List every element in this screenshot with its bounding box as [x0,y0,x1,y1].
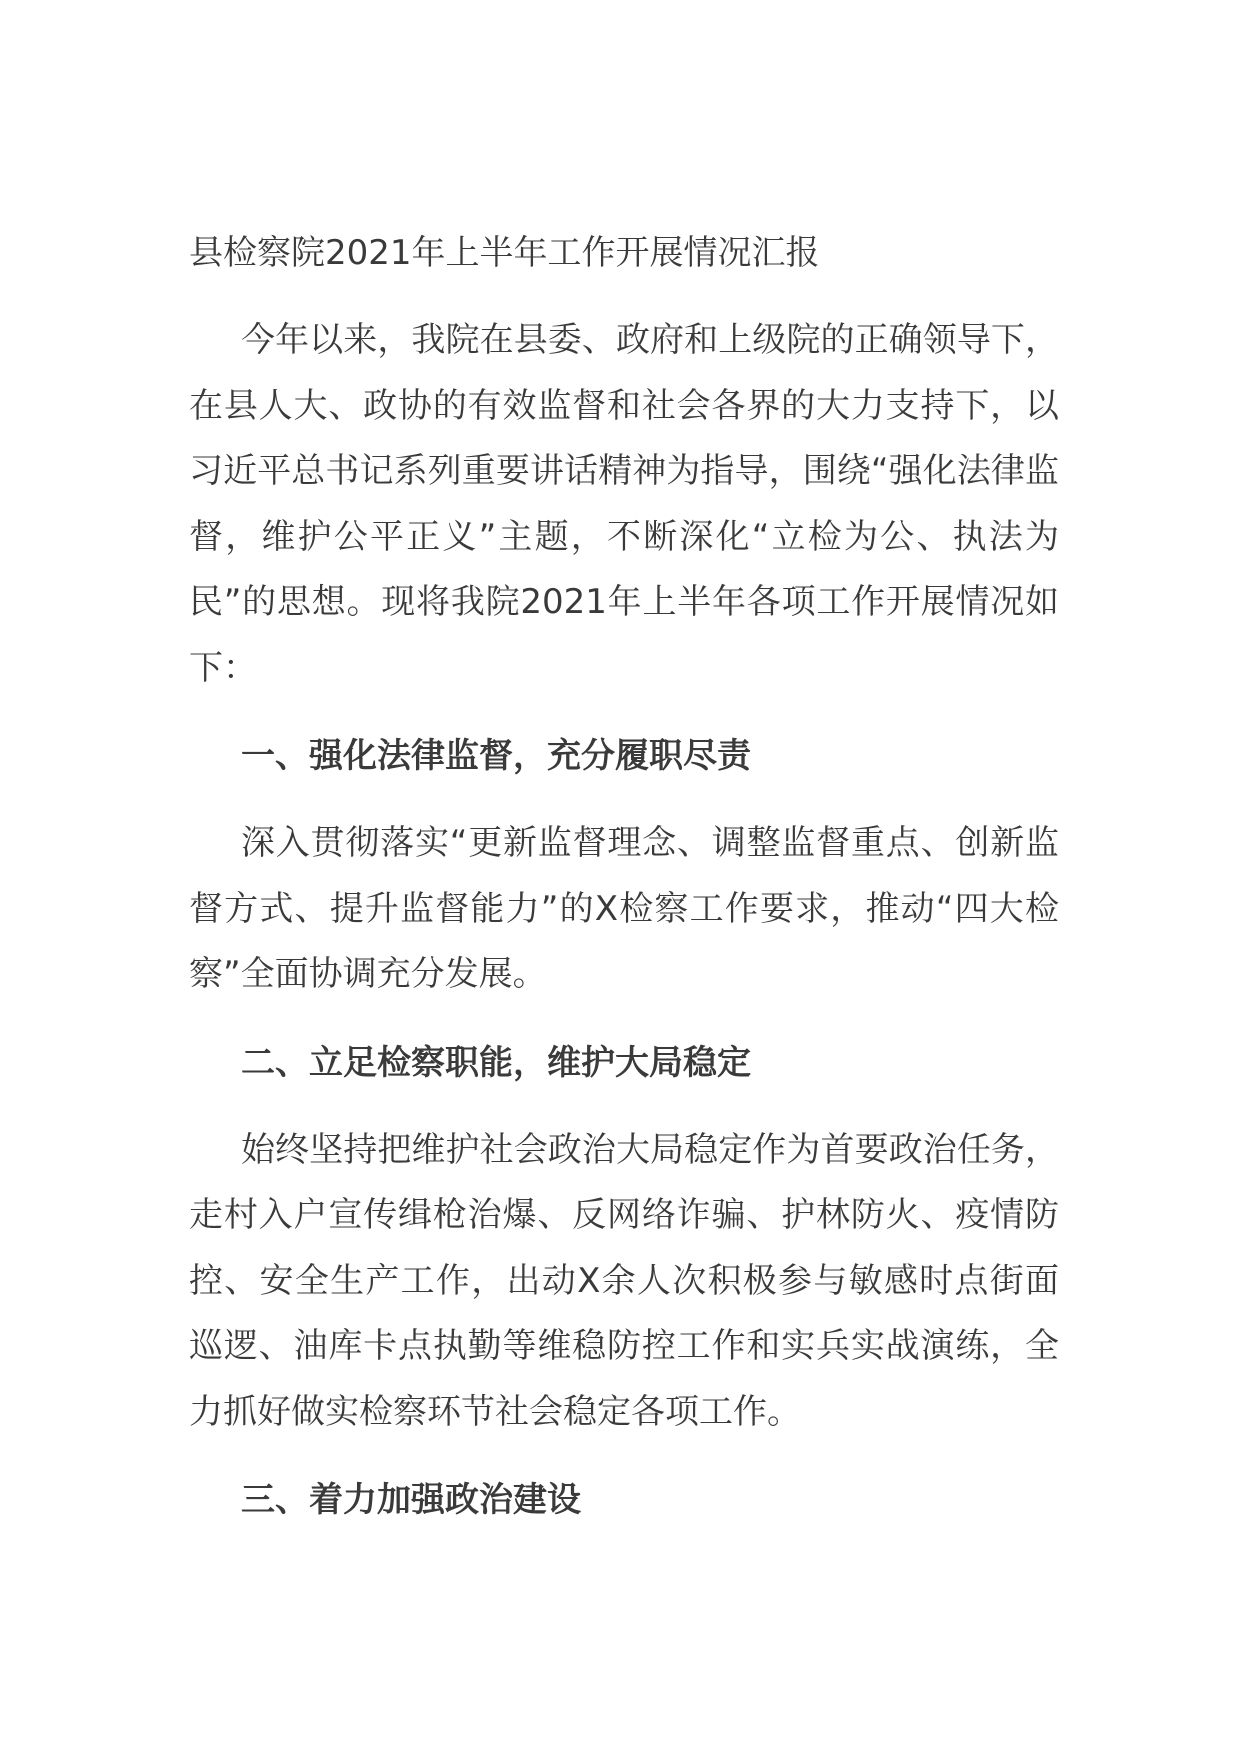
intro-paragraph: 今年以来，我院在县委、政府和上级院的正确领导下，在县人大、政协的有效监督和社会各界的大力支持下，以习近平总书记系列重要讲话精神为指导，围绕“强化法律监督，维护公平正义”主题，不断深化“立检为公、执法为民”的思想。现将我院2021年上半年各项工作开展情况如下： [189,320,1059,688]
section-heading-1: 一、强化法律监督，充分履职尽责 [241,736,751,776]
section-heading-3: 三、着力加强政治建设 [241,1480,581,1520]
section-heading-2: 二、立足检察职能，维护大局稳定 [241,1042,751,1083]
document-title: 县检察院2021年上半年工作开展情况汇报 [189,233,820,273]
section-2-paragraph: 始终坚持把维护社会政治大局稳定作为首要政治任务，走村入户宣传缉枪治爆、反网络诈骗、护林防火、疫情防控、安全生产工作，出动X余人次积极参与敏感时点街面巡逻、油库卡点执勤等维稳防控工作和实兵实战演练，全力抓好做实检察环节社会稳定各项工作。 [189,1129,1059,1432]
document-body [189,220,1059,1555]
section-1-paragraph: 深入贯彻落实“更新监督理念、调整监督重点、创新监督方式、提升监督能力”的X检察工作要求，推动“四大检察”全面协调充分发展。 [189,823,1059,994]
